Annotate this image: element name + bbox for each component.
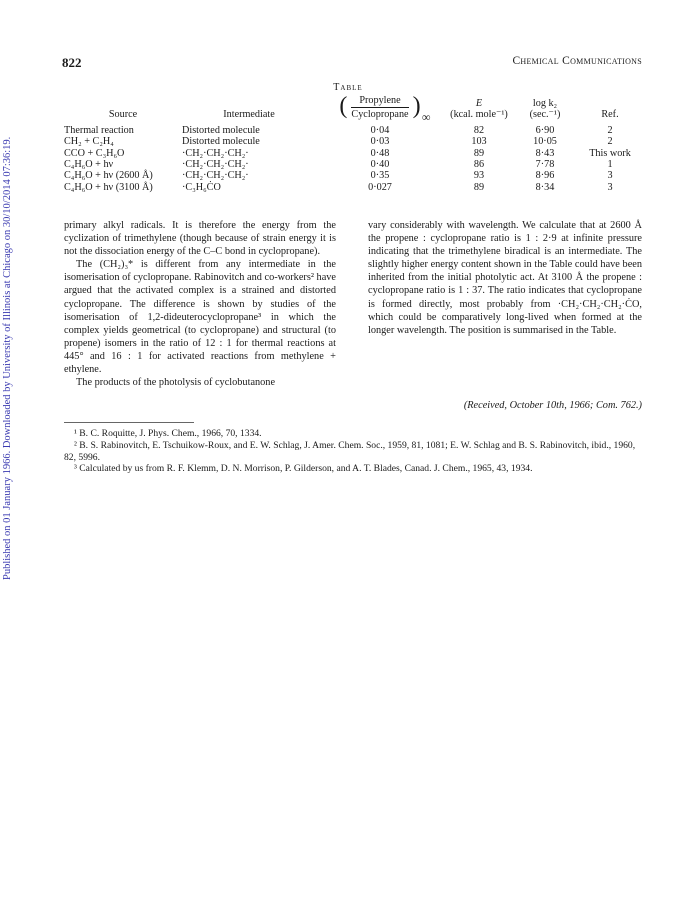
cell-intermediate: ·CH₂·CH₂·CH₂·: [182, 170, 249, 182]
col-header-source: Source: [108, 109, 138, 121]
cell-logk: 7·78: [535, 159, 555, 171]
body-left-column: [64, 219, 336, 389]
cell-energy: 103: [471, 136, 487, 148]
cell-source: C₄H₆O + hν (3100 Å): [64, 181, 153, 193]
table-title: Table: [333, 82, 363, 93]
ratio-numerator: Propylene: [351, 95, 408, 108]
paren-left: (: [339, 93, 348, 119]
cell-source: C₄H₆O + hν: [64, 159, 114, 171]
cell-ratio: 0·40: [370, 159, 390, 171]
cell-source: CCO + C₃H₆O: [64, 147, 125, 159]
paragraph: primary alkyl radicals. It is therefore the energy from the cyclization of trimethylene (though because of strain energy it is not the dissociation energy of the C–C bond in cyclopropane).: [64, 220, 336, 258]
ratio-denominator: Cyclopropane: [351, 109, 409, 121]
received-date: (Received, October 10th, 1966; Com. 762.): [463, 400, 642, 411]
cell-logk: 8·43: [535, 147, 555, 159]
energy-unit: (kcal. mole⁻¹): [450, 109, 508, 121]
table-row: [64, 136, 644, 147]
paragraph: The products of the photolysis of cyclobutanone: [76, 377, 276, 389]
cell-logk: 8·96: [535, 170, 555, 182]
cell-energy: 82: [473, 124, 485, 136]
logk-unit: (sec.⁻¹): [529, 109, 561, 121]
col-header-ratio: [316, 95, 444, 125]
journal-title: Chemical Communications: [512, 55, 642, 67]
cell-ref: This work: [589, 147, 631, 159]
ratio-infinity-subscript: ∞: [422, 110, 431, 125]
table-row: [64, 148, 644, 159]
footnotes: [64, 428, 644, 475]
cell-ref: 2: [607, 124, 613, 136]
paragraph: vary considerably with wavelength. We calculate that at 2600 Å the propene : cyclopropane ratio is 1 : 2·9 at infinite pressure indicating that the trimethylene biradical is an intermediate. The slightly higher energy content shown in the Table could have been inherited from the initial photolytic act. At 3100 Å the propene : cyclopropane ratio is 1 : 37. The ratio indicates that cyclopropane is formed directly, most probably from ·CH₂·CH₂·CH₂·ĊO, which could be comparatively long-lived when formed at the longer wavelength. The position is summarised in the Table.: [368, 220, 642, 336]
cell-ratio: 0·48: [370, 147, 390, 159]
cell-energy: 89: [473, 147, 485, 159]
page-number: 822: [62, 55, 82, 70]
cell-intermediate: ·CH₂·CH₂·CH₂·: [182, 147, 249, 159]
footnote: ¹ B. C. Roquitte, J. Phys. Chem., 1966, 70, 1334.: [74, 428, 262, 439]
logk-symbol: log k₂: [532, 98, 558, 109]
cell-source: C₄H₆O + hν (2600 Å): [64, 170, 153, 182]
page-header: [62, 55, 642, 71]
footnote-divider: [64, 422, 194, 423]
cell-ref: 3: [607, 181, 613, 193]
table-row: [64, 125, 644, 136]
cell-intermediate: ·C₃H₆ĊO: [182, 181, 221, 193]
footnote: ³ Calculated by us from R. F. Klemm, D. N. Morrison, P. Gilderson, and A. T. Blades, Canad. J. Chem., 1965, 43, 1934.: [74, 463, 533, 475]
cell-energy: 89: [473, 181, 485, 193]
cell-source: CH₂ + C₂H₄: [64, 136, 114, 148]
cell-ratio: 0·03: [370, 136, 390, 148]
data-table: [64, 95, 644, 193]
cell-energy: 93: [473, 170, 485, 182]
cell-logk: 6·90: [535, 124, 555, 136]
cell-source: Thermal reaction: [64, 124, 134, 136]
energy-symbol: E: [475, 98, 483, 109]
paren-right: ): [412, 93, 421, 119]
cell-ratio: 0·027: [368, 181, 392, 193]
col-header-intermediate: Intermediate: [223, 109, 275, 121]
cell-intermediate: Distorted molecule: [182, 124, 260, 136]
cell-intermediate: ·CH₂·CH₂·CH₂·: [182, 159, 249, 171]
download-watermark: [2, 110, 16, 580]
cell-ratio: 0·35: [370, 170, 390, 182]
download-watermark-text: Published on 01 January 1966. Downloaded by University of Illinois at Chicago on 30/10/2014 07:36:19.: [2, 136, 13, 580]
cell-ratio: 0·04: [370, 124, 390, 136]
body-right-column: [368, 219, 642, 337]
footnote: ² B. S. Rabinovitch, E. Tschuikow-Roux, and E. W. Schlag, J. Amer. Chem. Soc., 1959, 81, 1081; E. W. Schlag and B. S. Rabinovitch, ibid., 1960, 82, 5996.: [64, 439, 636, 463]
table-row: [64, 159, 644, 170]
cell-logk: 8·34: [535, 181, 555, 193]
col-header-logk: [514, 95, 576, 125]
col-header-ref: Ref.: [601, 109, 619, 121]
col-header-energy: [444, 95, 514, 125]
cell-ref: 3: [607, 170, 613, 182]
cell-intermediate: Distorted molecule: [182, 136, 260, 148]
table-row: [64, 170, 644, 181]
ratio-fraction: [339, 93, 431, 125]
cell-energy: 86: [473, 159, 485, 171]
cell-ref: 1: [607, 159, 613, 171]
cell-ref: 2: [607, 136, 613, 148]
cell-logk: 10·05: [533, 136, 557, 148]
table-header-row: [64, 95, 644, 125]
table-row: [64, 182, 644, 193]
paragraph: The (CH₂)₃* is different from any intermediate in the isomerisation of cyclopropane. Rabinovitch and co-workers² have argued that the activated complex is a strained and distorted cyclopropane. The difference is shown by studies of the isomerisation of 1,2-dideuterocyclopropane³ in which the complex yields geometrical (to cyclopropane) and structural (to propene) isomers in the ratio of 12 : 1 for thermal reactions at 445° and 16 : 1 for activated reactions from methylene + ethylene.: [64, 259, 336, 376]
